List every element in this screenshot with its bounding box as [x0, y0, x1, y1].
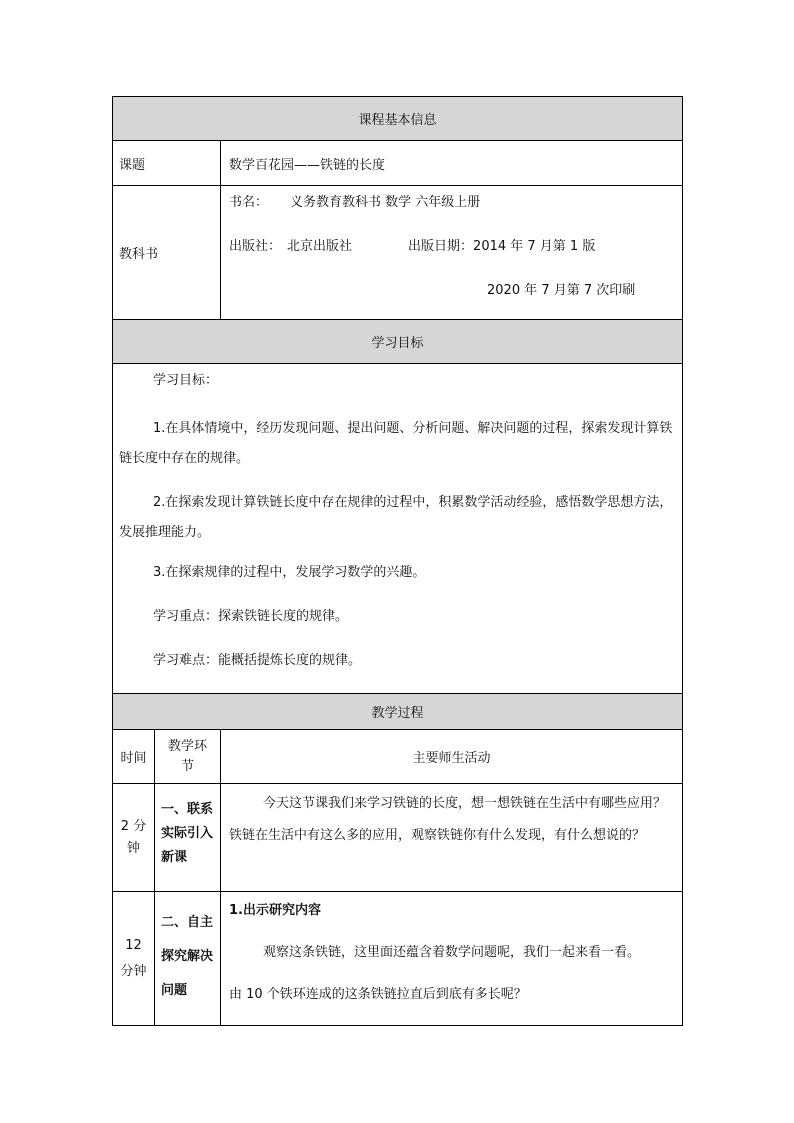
- row1-activity: [221, 784, 683, 892]
- row2-activity-p1: 观察这条铁链，这里面还蕴含着数学问题呢，我们一起来看一看。: [263, 945, 641, 960]
- book-name-label: 书名：: [229, 195, 269, 210]
- pub-date-value: 2014 年 7 月第 1 版: [473, 239, 596, 254]
- textbook-label: 教科书: [113, 186, 221, 320]
- objectives-difficulty: 学习难点：能概括提炼长度的规律。: [153, 653, 362, 668]
- row2-time: 12 分钟: [113, 892, 155, 1026]
- book-name-value: 义务教育教科书 数学 六年级上册: [290, 195, 481, 210]
- objective-item-3: 3.在探索规律的过程中，发展学习数学的兴趣。: [153, 565, 426, 580]
- objective-item-1: 1.在具体情境中，经历发现问题、提出问题、分析问题、解决问题的过程，探索发现计算铁链长度中存在的规律。: [119, 421, 673, 466]
- row2-stage: 二、自主探究解决问题: [155, 892, 221, 1026]
- lesson-plan-table: [112, 96, 683, 1026]
- print-line: [229, 280, 682, 302]
- col-header-time: 时间: [113, 730, 155, 784]
- row1-time: 2 分钟: [113, 784, 155, 892]
- objectives-intro: 学习目标：: [153, 373, 219, 388]
- print-value: 2020 年 7 月第 7 次印刷: [487, 283, 636, 298]
- publisher-label: 出版社：: [229, 239, 282, 254]
- objective-item-2: 2.在探索发现计算铁链长度中存在规律的过程中，积累数学活动经验，感悟数学思想方法，发展推理能力。: [119, 495, 673, 540]
- topic-label: 课题: [113, 141, 221, 186]
- topic-value: 数学百花园——铁链的长度: [221, 141, 683, 186]
- objectives-key-point: 学习重点：探索铁链长度的规律。: [153, 609, 349, 624]
- publisher-line: [229, 236, 682, 280]
- col-header-stage: 教学环节: [155, 730, 221, 784]
- book-name-line: [229, 192, 682, 236]
- row1-stage: 一、联系实际引入新课: [155, 784, 221, 892]
- row2-activity-heading: 1.出示研究内容: [229, 903, 321, 918]
- pub-date-label: 出版日期：: [408, 239, 474, 254]
- textbook-details: [221, 186, 683, 320]
- col-header-activity: 主要师生活动: [221, 730, 683, 784]
- lesson-plan-document: [112, 96, 682, 1026]
- objectives-body: [113, 364, 683, 694]
- process-row-1: [113, 784, 683, 892]
- process-header: 教学过程: [113, 694, 683, 730]
- row2-activity: [221, 892, 683, 1026]
- process-row-2: [113, 892, 683, 1026]
- publisher-value: 北京出版社: [287, 239, 353, 254]
- course-info-header: 课程基本信息: [113, 97, 683, 141]
- row1-activity-text: 今天这节课我们来学习铁链的长度，想一想铁链在生活中有哪些应用？铁链在生活中有这么多的应用，观察铁链你有什么发现，有什么想说的？: [229, 796, 667, 843]
- row2-activity-p2: 由 10 个铁环连成的这条铁链拉直后到底有多长呢？: [229, 987, 527, 1002]
- objectives-header: 学习目标: [113, 320, 683, 364]
